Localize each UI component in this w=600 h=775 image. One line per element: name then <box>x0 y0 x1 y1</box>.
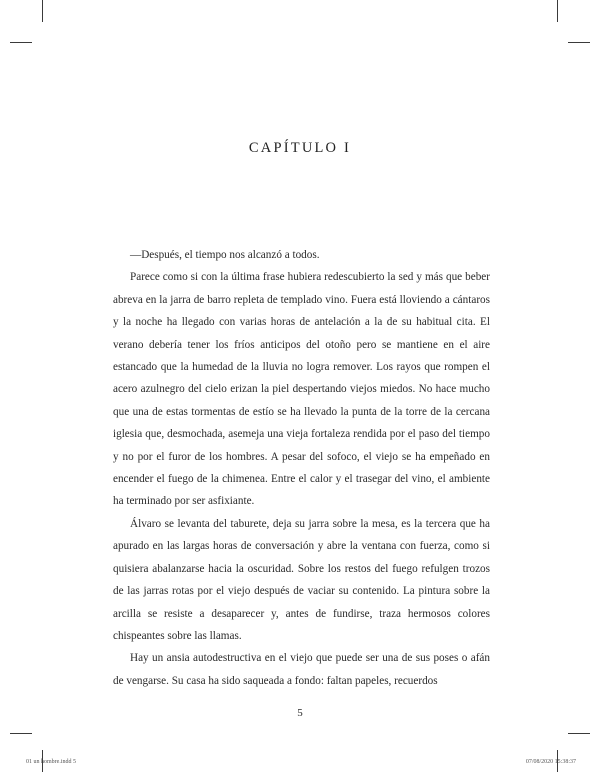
crop-mark-top-left-horizontal <box>10 42 32 43</box>
slug-file-name: 01 un hombre.indd 5 <box>26 759 76 765</box>
crop-mark-top-left-vertical <box>42 0 43 22</box>
paragraph: —Después, el tiempo nos alcanzó a todos. <box>130 249 320 261</box>
slug-timestamp: 07/08/2020 15:38:37 <box>525 759 576 765</box>
chapter-title: CAPÍTULO I <box>248 140 352 156</box>
body-text <box>113 244 490 692</box>
crop-mark-top-right-vertical <box>557 0 558 22</box>
page-number: 5 <box>297 707 303 719</box>
paragraph: Hay un ansia autodestructiva en el viejo que puede ser una de sus poses o afán de vengarse. Su casa ha sido saqueada a fondo: faltan papeles, recuerdos <box>113 652 490 687</box>
crop-mark-bottom-right-horizontal <box>568 733 590 734</box>
paragraph: Álvaro se levanta del taburete, deja su jarra sobre la mesa, es la tercera que ha apurado en las largas horas de conversación y abre la ventana con fuerza, como si quisiera abalanzarse hacia la oscuridad. Sobre los restos del fuego refulgen trozos de las jarras rotas por el viejo después de vaciar su contenido. La pintura sobre la arcilla se resiste a desaparecer y, antes de fundirse, traza hermosos colores chispeantes sobre las llamas. <box>113 517 490 642</box>
crop-mark-top-right-horizontal <box>568 42 590 43</box>
paragraph: Parece como si con la última frase hubiera redescubierto la sed y más que beber abreva en la jarra de barro repleta de templado vino. Fuera está lloviendo a cántaros y la noche ha llegado con varias horas de antelación a la de su habitual cita. El verano debería tener los fríos anticipos del otoño pero se mantiene en el aire estancado que la humedad de la lluvia no logra remover. Los rayos que rompen el acero azulnegro del cielo erizan la piel despertando viejos miedos. No hace mucho que una de estas tormentas de estío se ha llevado la punta de la torre de la cercana iglesia que, desmochada, asemeja una vieja fortaleza rendida por el paso del tiempo y no por el furor de los hombres. A pesar del sofoco, el viejo se ha empeñado en encender el fuego de la chimenea. Entre el calor y el trasegar del vino, el ambiente ha terminado por ser asfixiante. <box>113 271 490 508</box>
crop-mark-bottom-left-horizontal <box>10 733 32 734</box>
